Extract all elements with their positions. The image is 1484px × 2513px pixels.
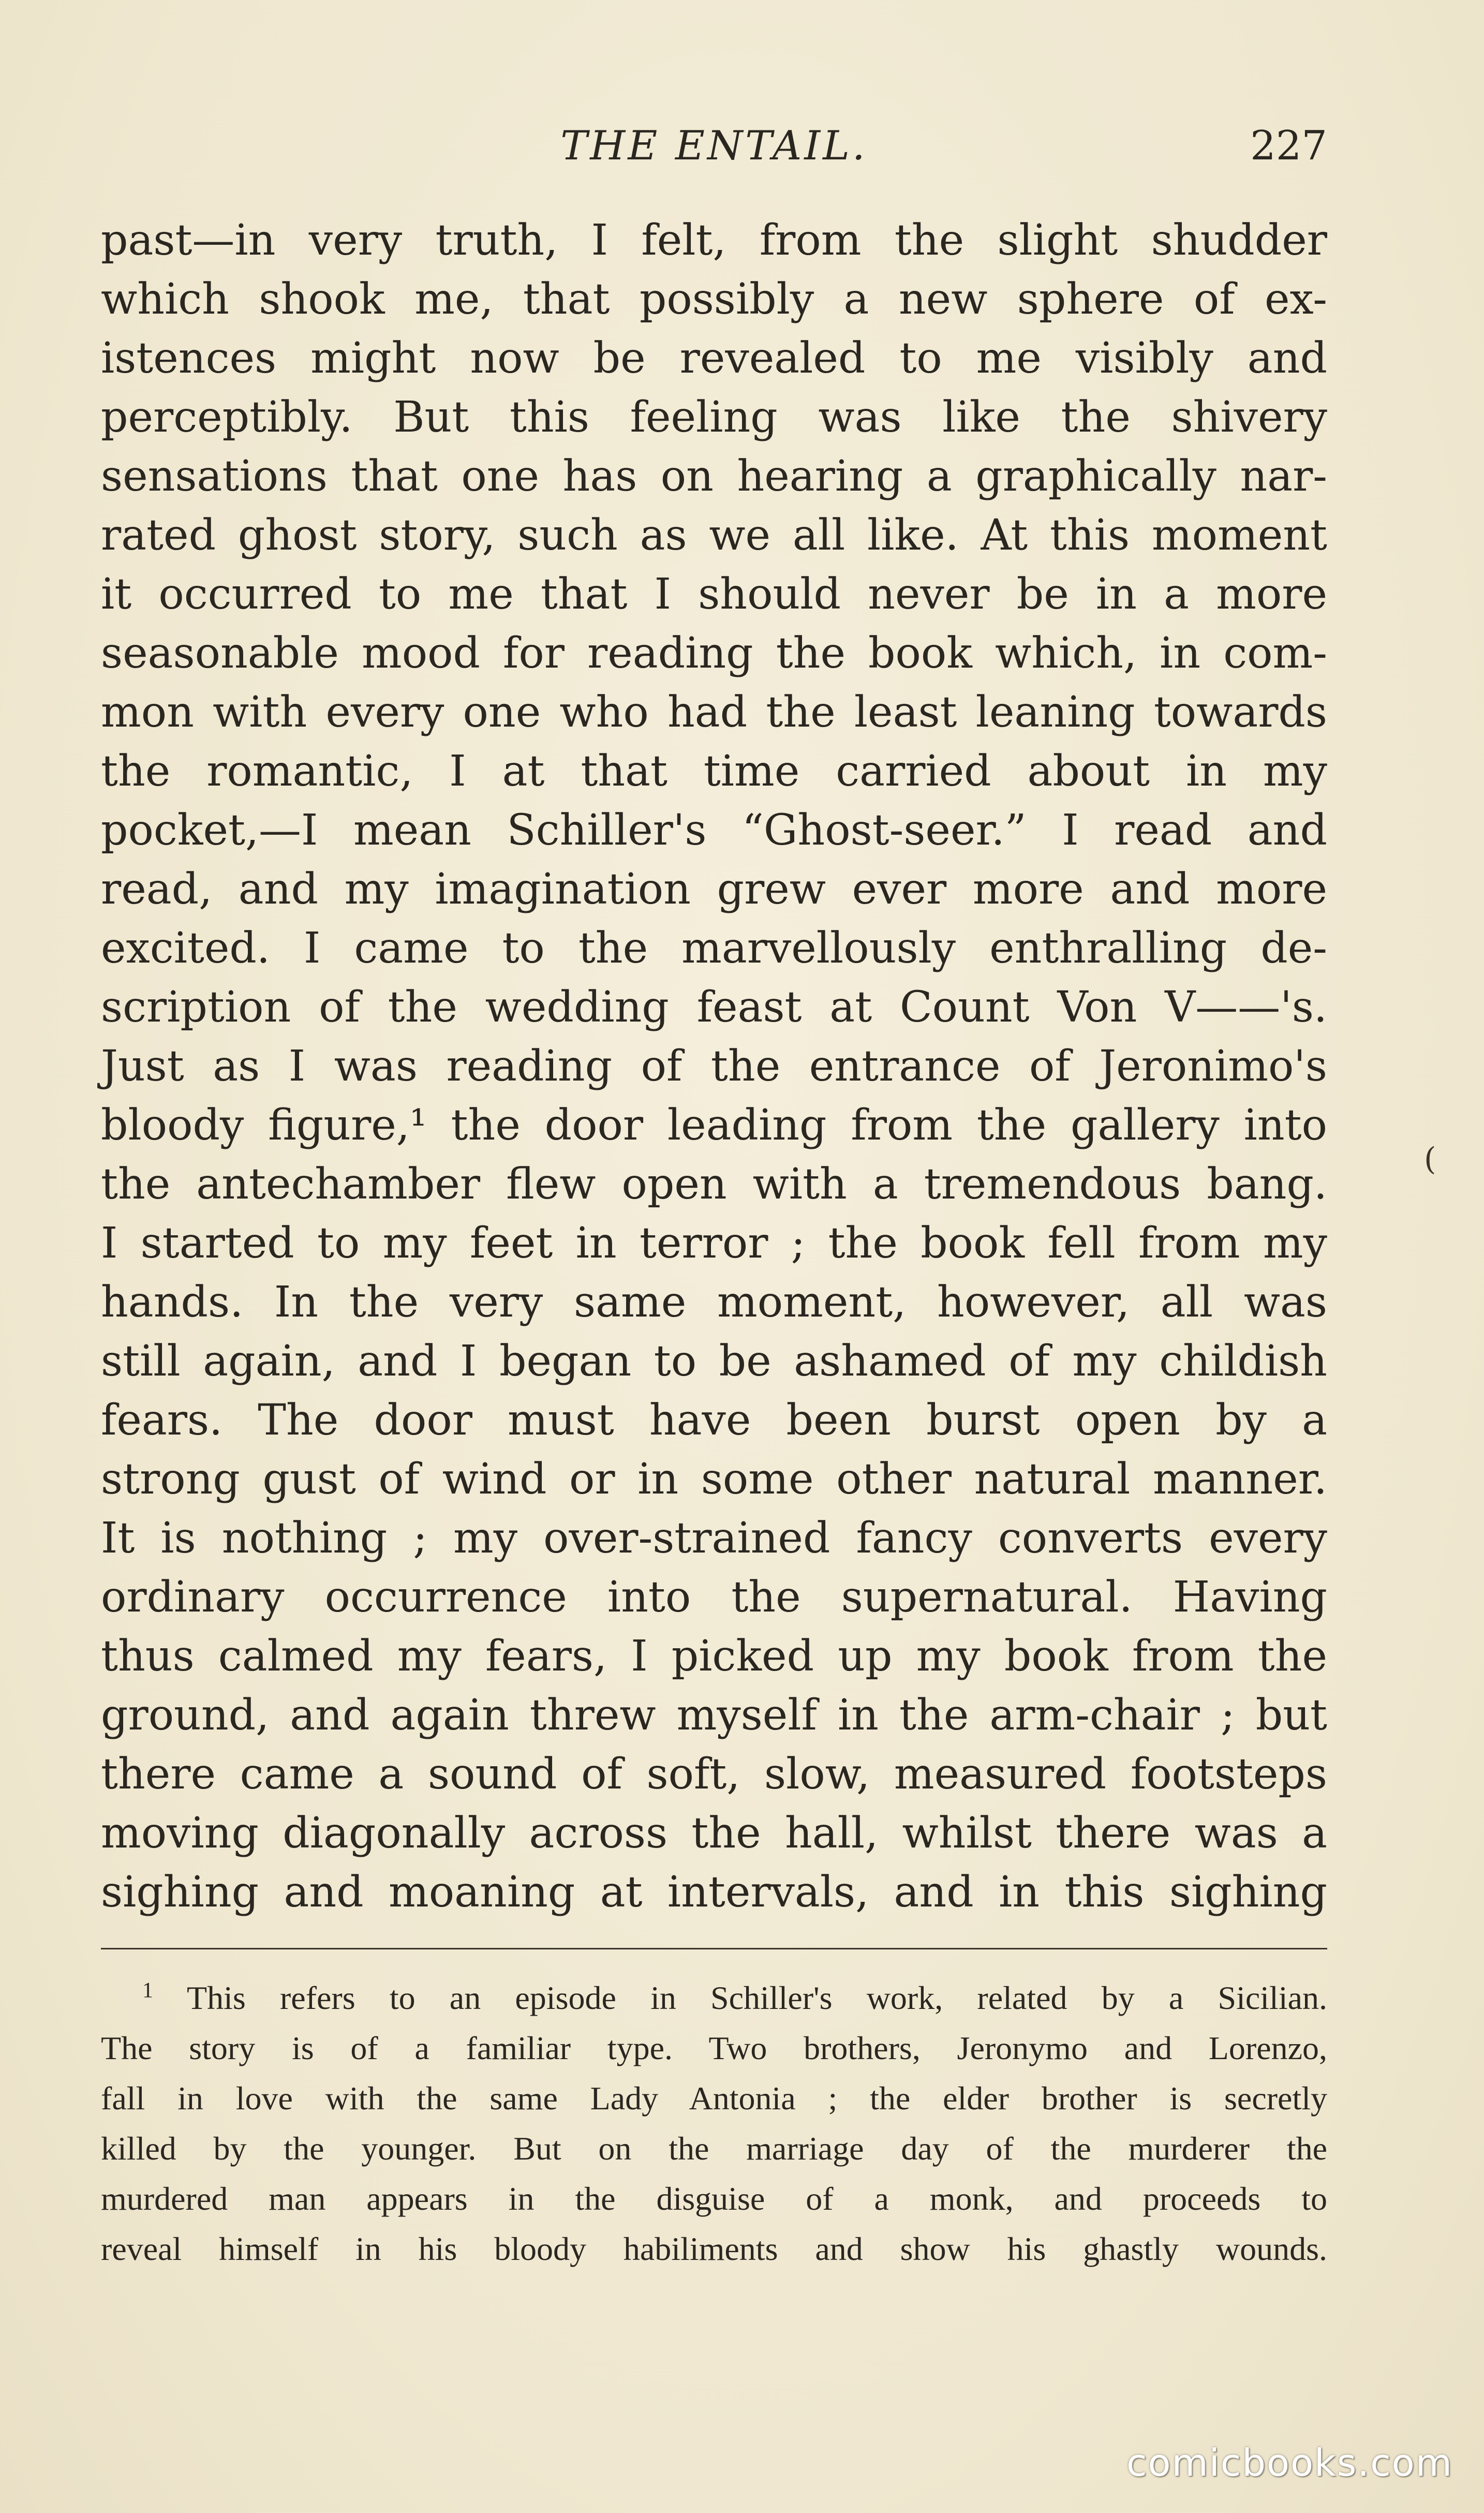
footnote-line: killed by the younger. But on the marriage day of the murderer the <box>101 2130 1327 2167</box>
watermark: comicbooks.com <box>1126 2441 1453 2485</box>
body-line: moving diagonally across the hall, whilst there was a <box>101 1809 1327 1858</box>
body-line: ground, and again threw myself in the arm-chair ; but <box>101 1691 1327 1740</box>
body-line: the romantic, I at that time carried about in my <box>101 747 1327 796</box>
body-line: fears. The door must have been burst open by a <box>101 1396 1327 1445</box>
footnote-line <box>101 1973 1327 2023</box>
body-text <box>101 211 1327 1922</box>
body-line: istences might now be revealed to me visibly and <box>101 334 1327 383</box>
body-line: bloody figure,¹ the door leading from the gallery into <box>101 1101 1327 1150</box>
body-line: read, and my imagination grew ever more and more <box>101 865 1327 914</box>
body-line: thus calmed my fears, I picked up my book from the <box>101 1632 1327 1681</box>
footnote-line: fall in love with the same Lady Antonia ; the elder brother is secretly <box>101 2080 1327 2117</box>
body-line: past—in very truth, I felt, from the slight shudder <box>101 216 1327 265</box>
body-line: sensations that one has on hearing a graphically nar- <box>101 452 1327 501</box>
body-line: there came a sound of soft, slow, measured footsteps <box>101 1750 1327 1799</box>
footnote-marker: 1 <box>142 1978 153 2003</box>
footnote-line: murdered man appears in the disguise of a monk, and proceeds to <box>101 2180 1327 2217</box>
running-head <box>101 115 1327 177</box>
body-line: I started to my feet in terror ; the book fell from my <box>101 1219 1327 1268</box>
body-line: sighing and moaning at intervals, and in this sighing <box>101 1868 1327 1917</box>
body-line: mon with every one who had the least leaning towards <box>101 688 1327 737</box>
body-line: it occurred to me that I should never be in a more <box>101 570 1327 619</box>
footnote-line: The story is of a familiar type. Two brothers, Jeronymo and Lorenzo, <box>101 2030 1327 2066</box>
body-line: excited. I came to the marvellously enthralling de- <box>101 924 1327 973</box>
body-line: the antechamber flew open with a tremendous bang. <box>101 1160 1327 1209</box>
body-line: rated ghost story, such as we all like. At this moment <box>101 511 1327 560</box>
body-line: strong gust of wind or in some other natural manner. <box>101 1455 1327 1504</box>
body-line: seasonable mood for reading the book which, in com- <box>101 629 1327 678</box>
footnote <box>101 1973 1327 2274</box>
page-number: 227 <box>1250 123 1327 169</box>
footnote-rule <box>101 1948 1327 1949</box>
body-line: which shook me, that possibly a new sphere of ex- <box>101 275 1327 324</box>
body-line: pocket,—I mean Schiller's “Ghost-seer.” I read and <box>101 806 1327 855</box>
body-line: It is nothing ; my over-strained fancy converts every <box>101 1514 1327 1563</box>
body-line: hands. In the very same moment, however, all was <box>101 1278 1327 1327</box>
body-line: ordinary occurrence into the supernatural. Having <box>101 1573 1327 1622</box>
margin-pencil-mark: ( <box>1424 1141 1436 1177</box>
body-line: perceptibly. But this feeling was like the shivery <box>101 393 1327 442</box>
footnote-line: reveal himself in his bloody habiliments and show his ghastly wounds. <box>101 2230 1327 2267</box>
body-line: scription of the wedding feast at Count Von V——'s. <box>101 983 1327 1032</box>
running-title: THE ENTAIL. <box>560 123 868 169</box>
footnote-line-text: This refers to an episode in Schiller's work, related by a Sicilian. <box>187 1979 1328 2016</box>
body-line: Just as I was reading of the entrance of Jeronimo's <box>101 1042 1327 1091</box>
body-line: still again, and I began to be ashamed of my childish <box>101 1337 1327 1386</box>
